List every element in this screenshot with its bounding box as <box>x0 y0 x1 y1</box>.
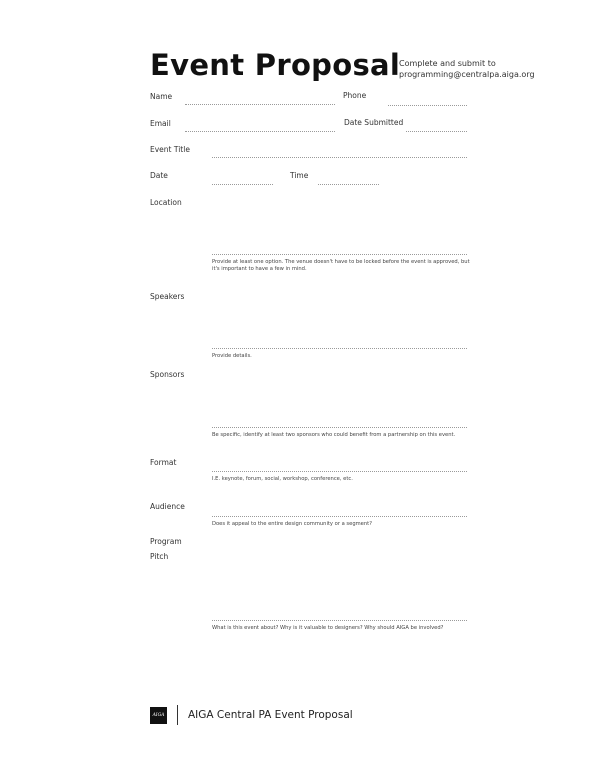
event-title-label: Event Title <box>150 145 190 154</box>
speakers-field[interactable] <box>212 348 467 349</box>
email-field[interactable] <box>185 131 335 132</box>
format-field[interactable] <box>212 471 467 472</box>
footer-divider <box>177 705 178 725</box>
instructions-line-1: Complete and submit to <box>399 59 496 68</box>
program-pitch-label-line-1: Program <box>150 537 182 546</box>
sponsors-help-text: Be specific, identify at least two sponsors who could benefit from a partnership on this event. <box>212 432 456 438</box>
speakers-label: Speakers <box>150 292 185 301</box>
sponsors-field[interactable] <box>212 427 467 428</box>
phone-label: Phone <box>343 91 367 100</box>
date-field[interactable] <box>212 184 273 185</box>
audience-field[interactable] <box>212 516 467 517</box>
name-label: Name <box>150 92 173 101</box>
format-help-text: I.E. keynote, forum, social, workshop, conference, etc. <box>212 476 353 482</box>
submission-email: programming@centralpa.aiga.org <box>399 70 535 79</box>
speakers-help-text: Provide details. <box>212 353 252 359</box>
time-field[interactable] <box>318 184 379 185</box>
location-field[interactable] <box>212 254 467 255</box>
date-submitted-field[interactable] <box>406 131 467 132</box>
email-label: Email <box>150 119 171 128</box>
program-pitch-label-line-2: Pitch <box>150 552 169 561</box>
name-field[interactable] <box>185 104 335 105</box>
submission-instructions <box>399 58 535 80</box>
footer-title: AIGA Central PA Event Proposal <box>188 709 353 721</box>
sponsors-label: Sponsors <box>150 370 185 379</box>
program-pitch-help-text: What is this event about? Why is it valuable to designers? Why should AIGA be involved? <box>212 625 444 631</box>
location-help-text: Provide at least one option. The venue doesn't have to be locked before the event is approved, but it's important to have a few in mind. <box>212 259 470 272</box>
aiga-logo: AIGA <box>150 707 167 724</box>
date-submitted-label: Date Submitted <box>344 118 404 127</box>
program-pitch-field[interactable] <box>212 620 467 621</box>
audience-help-text: Does it appeal to the entire design community or a segment? <box>212 521 372 527</box>
date-label: Date <box>150 171 168 180</box>
event-title-field[interactable] <box>212 157 467 158</box>
location-label: Location <box>150 198 182 207</box>
audience-label: Audience <box>150 502 185 511</box>
format-label: Format <box>150 458 177 467</box>
page-title: Event Proposal <box>150 48 401 82</box>
phone-field[interactable] <box>388 105 467 106</box>
time-label: Time <box>290 171 309 180</box>
